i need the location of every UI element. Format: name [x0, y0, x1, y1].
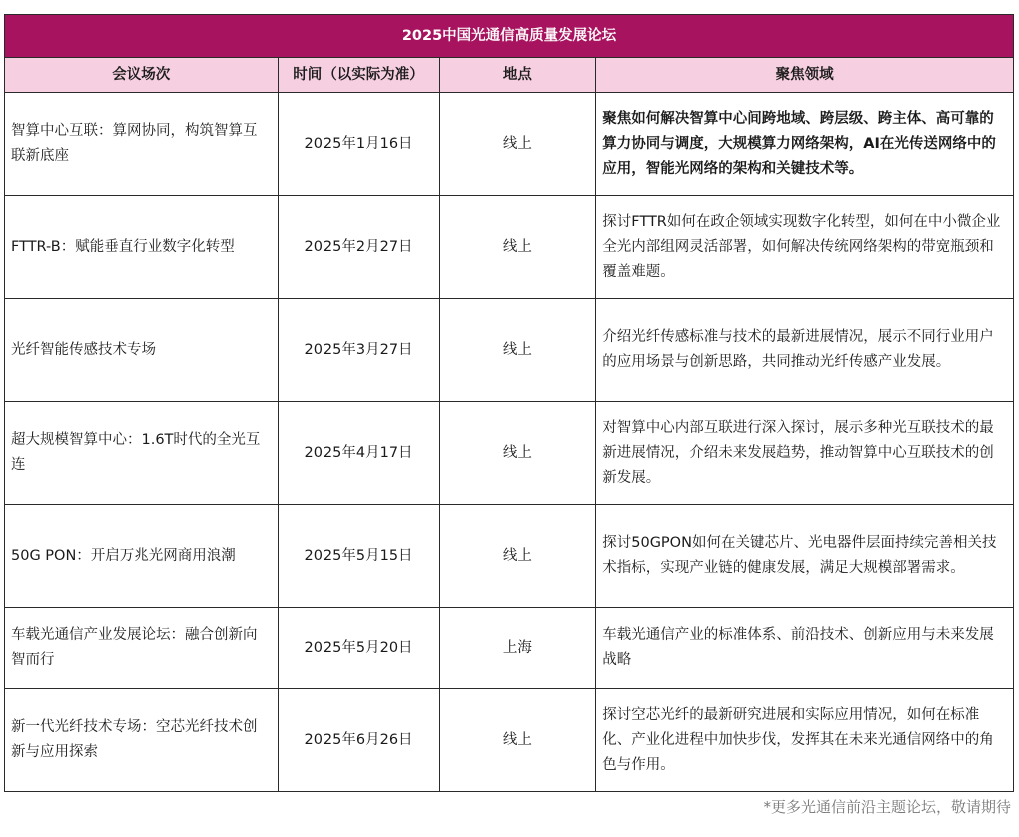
time-cell: 2025年2月27日 [278, 196, 439, 299]
table-row [5, 196, 1014, 299]
focus-cell: 探讨FTTR如何在政企领域实现数字化转型，如何在中小微企业全光内部组网灵活部署，如何解决传统网络架构的带宽瓶颈和覆盖难题。 [596, 196, 1014, 299]
place-cell: 上海 [439, 608, 596, 689]
table-row [5, 299, 1014, 402]
place-cell: 线上 [439, 402, 596, 505]
table-header-row [5, 58, 1014, 93]
place-cell: 线上 [439, 196, 596, 299]
focus-cell: 探讨50GPON如何在关键芯片、光电器件层面持续完善相关技术指标，实现产业链的健康发展，满足大规模部署需求。 [596, 505, 1014, 608]
session-cell: 超大规模智算中心：1.6T时代的全光互连 [5, 402, 279, 505]
session-cell: 50G PON：开启万兆光网商用浪潮 [5, 505, 279, 608]
header-session: 会议场次 [5, 58, 279, 93]
focus-cell: 对智算中心内部互联进行深入探讨，展示多种光互联技术的最新进展情况，介绍未来发展趋势，推动智算中心互联技术的创新发展。 [596, 402, 1014, 505]
session-cell: 新一代光纤技术专场：空芯光纤技术创新与应用探索 [5, 689, 279, 792]
table-row [5, 505, 1014, 608]
header-time: 时间（以实际为准） [278, 58, 439, 93]
session-cell: FTTR-B：赋能垂直行业数字化转型 [5, 196, 279, 299]
time-cell: 2025年5月15日 [278, 505, 439, 608]
table-row [5, 689, 1014, 792]
time-cell: 2025年4月17日 [278, 402, 439, 505]
time-cell: 2025年6月26日 [278, 689, 439, 792]
session-cell: 智算中心互联：算网协同，构筑智算互联新底座 [5, 93, 279, 196]
focus-cell: 聚焦如何解决智算中心间跨地域、跨层级、跨主体、高可靠的算力协同与调度，大规模算力网络架构，AI在光传送网络中的应用，智能光网络的架构和关键技术等。 [596, 93, 1014, 196]
session-cell: 光纤智能传感技术专场 [5, 299, 279, 402]
time-cell: 2025年1月16日 [278, 93, 439, 196]
header-focus: 聚焦领域 [596, 58, 1014, 93]
table-row [5, 402, 1014, 505]
time-cell: 2025年3月27日 [278, 299, 439, 402]
table-title: 2025中国光通信高质量发展论坛 [5, 15, 1014, 58]
forum-table [4, 14, 1014, 792]
footnote: *更多光通信前沿主题论坛，敬请期待 [763, 798, 1011, 816]
focus-cell: 探讨空芯光纤的最新研究进展和实际应用情况，如何在标准化、产业化进程中加快步伐，发挥其在未来光通信网络中的角色与作用。 [596, 689, 1014, 792]
time-cell: 2025年5月20日 [278, 608, 439, 689]
place-cell: 线上 [439, 689, 596, 792]
place-cell: 线上 [439, 505, 596, 608]
header-place: 地点 [439, 58, 596, 93]
session-cell: 车载光通信产业发展论坛：融合创新向智而行 [5, 608, 279, 689]
focus-cell: 介绍光纤传感标准与技术的最新进展情况，展示不同行业用户的应用场景与创新思路，共同推动光纤传感产业发展。 [596, 299, 1014, 402]
place-cell: 线上 [439, 299, 596, 402]
table-row [5, 93, 1014, 196]
table-row [5, 608, 1014, 689]
focus-cell: 车载光通信产业的标准体系、前沿技术、创新应用与未来发展战略 [596, 608, 1014, 689]
forum-schedule [4, 14, 1014, 792]
place-cell: 线上 [439, 93, 596, 196]
table-title-row [5, 15, 1014, 58]
